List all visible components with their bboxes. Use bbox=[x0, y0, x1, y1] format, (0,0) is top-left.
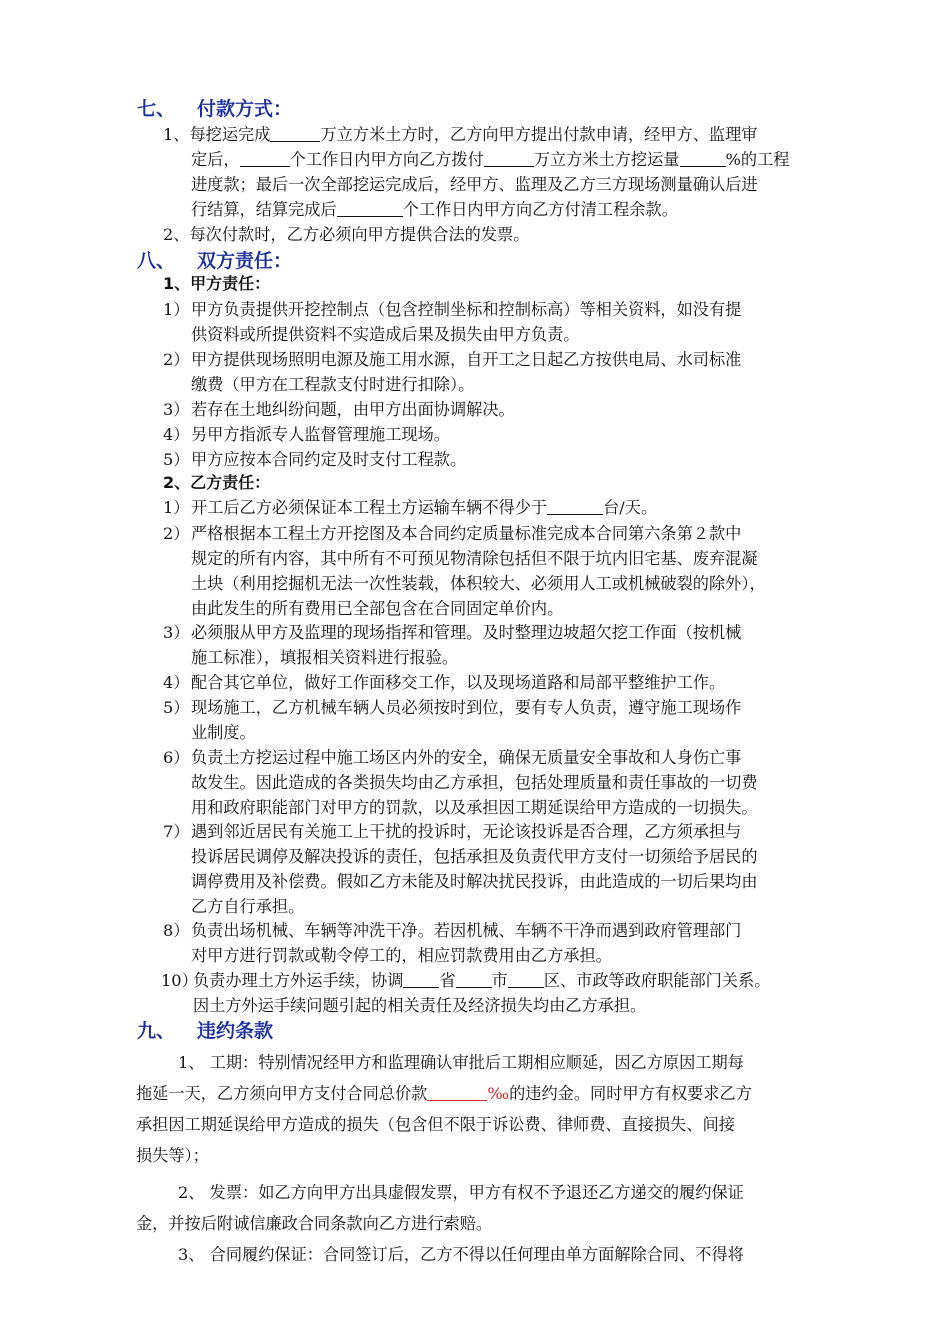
payment-item-1-line-2: 定后， 个工作日内甲方向乙方拨付 万立方米土方挖运量 %的工程 bbox=[191, 150, 790, 169]
blank-field[interactable] bbox=[508, 971, 544, 988]
blank-field[interactable] bbox=[680, 150, 726, 167]
blank-field[interactable] bbox=[484, 150, 534, 167]
section-7-number: 七、 bbox=[137, 98, 176, 120]
party-a-item-3: 3）若存在土地纠纷问题，由甲方出面协调解决。 bbox=[163, 400, 515, 419]
penalty-clause-3 bbox=[136, 1239, 860, 1270]
party-b-item-5 bbox=[163, 695, 873, 745]
item-line: 1）甲方负责提供开挖控制点（包含控制坐标和控制标高）等相关资料，如没有提 bbox=[163, 300, 742, 319]
blank-field[interactable] bbox=[547, 498, 603, 515]
party-a-item-1 bbox=[163, 297, 873, 347]
party-a-item-2 bbox=[163, 347, 873, 397]
para-line: 金，并按后附诚信廉政合同条款向乙方进行索赔。 bbox=[136, 1214, 493, 1233]
payment-item-1-line-4: 行结算，结算完成后 个工作日内甲方向乙方付清工程余款。 bbox=[191, 200, 678, 219]
item-line: 6）负责土方挖运过程中施工场区内外的安全，确保无质量安全事故和人身伤亡事 bbox=[163, 748, 742, 767]
item-line: 7）遇到邻近居民有关施工上干扰的投诉时，无论该投诉是否合理，乙方须承担与 bbox=[163, 822, 742, 841]
section-7-heading bbox=[137, 97, 292, 121]
item-line: 因土方外运手续问题引起的相关责任及经济损失均由乙方承担。 bbox=[193, 996, 647, 1015]
blank-field[interactable] bbox=[403, 971, 439, 988]
party-b-item-1: 1）开工后乙方必须保证本工程土方运输车辆不得少于 台/天。 bbox=[163, 498, 658, 517]
item-line: 用和政府职能部门对甲方的罚款，以及承担因工期延误给甲方造成的一切损失。 bbox=[191, 798, 758, 817]
item-line: 施工标准），填报相关资料进行报验。 bbox=[191, 648, 459, 667]
blank-field[interactable] bbox=[337, 200, 403, 217]
payment-item-2: 2、每次付款时，乙方必须向甲方提供合法的发票。 bbox=[163, 225, 530, 244]
item-line: 供资料或所提供资料不实造成后果及损失由甲方负责。 bbox=[191, 325, 580, 344]
item-line: 缴费（甲方在工程款支付时进行扣除）。 bbox=[191, 375, 475, 394]
item-line: 2）严格根据本工程土方开挖图及本合同约定质量标准完成本合同第六条第２款中 bbox=[163, 524, 742, 543]
para-line: 拖延一天，乙方须向甲方支付合同总价款 ‰的违约金。同时甲方有权要求乙方 bbox=[136, 1084, 752, 1103]
blank-field[interactable] bbox=[427, 1084, 487, 1101]
section-8-heading bbox=[137, 249, 292, 273]
party-a-subheading: 1、甲方责任： bbox=[163, 274, 271, 293]
item-line: 10）负责办理土方外运手续，协调 省 市 区、市政等政府职能部门关系。 bbox=[161, 971, 771, 990]
section-9-title: 违约条款 bbox=[197, 1020, 274, 1042]
party-a-item-4: 4）另甲方指派专人监督管理施工现场。 bbox=[163, 425, 450, 444]
item-line: 由此发生的所有费用已全部包含在合同固定单价内。 bbox=[191, 599, 564, 618]
payment-item-1 bbox=[163, 122, 873, 222]
blank-field[interactable] bbox=[240, 150, 290, 167]
party-b-item-2 bbox=[163, 521, 873, 621]
party-b-item-6 bbox=[163, 745, 873, 820]
party-b-item-4: 4）配合其它单位，做好工作面移交工作，以及现场道路和局部平整维护工作。 bbox=[163, 673, 726, 692]
item-line: 2）甲方提供现场照明电源及施工用水源，自开工之日起乙方按供电局、水司标准 bbox=[163, 350, 742, 369]
item-line: 规定的所有内容，其中所有不可预见物清除包括但不限于坑内旧宅基、废弃混凝 bbox=[191, 549, 758, 568]
item-line: 8）负责出场机械、车辆等冲洗干净。若因机械、车辆不干净而遇到政府管理部门 bbox=[163, 921, 742, 940]
para-line: 承担因工期延误给甲方造成的损失（包含但不限于诉讼费、律师费、直接损失、间接 bbox=[136, 1115, 735, 1134]
section-8-number: 八、 bbox=[137, 250, 176, 272]
item-line: 5）现场施工，乙方机械车辆人员必须按时到位，要有专人负责，遵守施工现场作 bbox=[163, 698, 742, 717]
party-a-item-5: 5）甲方应按本合同约定及时支付工程款。 bbox=[163, 450, 467, 469]
party-b-item-7 bbox=[163, 819, 873, 919]
section-7-title: 付款方式： bbox=[197, 98, 293, 120]
item-line: 3）必须服从甲方及监理的现场指挥和管理。及时整理边坡超欠挖工作面（按机械 bbox=[163, 623, 742, 642]
blank-field[interactable] bbox=[270, 125, 320, 142]
para-line: 损失等）； bbox=[136, 1146, 209, 1165]
para-line: 1、 工期：特别情况经甲方和监理确认审批后工期相应顺延，因乙方原因工期每 bbox=[178, 1053, 744, 1072]
para-line: 2、 发票：如乙方向甲方出具虚假发票，甲方有权不予退还乙方递交的履约保证 bbox=[178, 1183, 744, 1202]
party-b-item-10 bbox=[161, 968, 871, 1018]
item-line: 土块（利用挖掘机无法一次性装载，体积较大、必须用人工或机械破裂的除外）， bbox=[191, 574, 766, 593]
item-line: 乙方自行承担。 bbox=[191, 897, 305, 916]
item-line: 投诉居民调停及解决投诉的责任，包括承担及负责代甲方支付一切须给予居民的 bbox=[191, 847, 758, 866]
blank-field[interactable] bbox=[456, 971, 492, 988]
section-9-heading bbox=[137, 1019, 273, 1043]
party-b-item-3 bbox=[163, 620, 873, 670]
item-line: 对甲方进行罚款或勒令停工的，相应罚款费用由乙方承担。 bbox=[191, 946, 612, 965]
payment-item-1-line-3: 进度款；最后一次全部挖运完成后，经甲方、监理及乙方三方现场测量确认后进 bbox=[191, 175, 758, 194]
para-line: 3、 合同履约保证：合同签订后，乙方不得以任何理由单方面解除合同、不得将 bbox=[178, 1245, 744, 1264]
section-9-number: 九、 bbox=[137, 1020, 176, 1042]
party-b-subheading: 2、乙方责任： bbox=[163, 473, 271, 492]
item-line: 业制度。 bbox=[191, 723, 256, 742]
penalty-clause-1 bbox=[136, 1047, 860, 1171]
item-line: 调停费用及补偿费。假如乙方未能及时解决扰民投诉，由此造成的一切后果均由 bbox=[191, 872, 758, 891]
payment-item-1-line-1: 1、每挖运完成 万立方米土方时，乙方向甲方提出付款申请，经甲方、监理审 bbox=[163, 125, 758, 144]
party-b-item-8 bbox=[163, 918, 873, 968]
item-line: 故发生。因此造成的各类损失均由乙方承担，包括处理质量和责任事故的一切费 bbox=[191, 773, 758, 792]
section-8-title: 双方责任： bbox=[197, 250, 293, 272]
penalty-clause-2 bbox=[136, 1177, 860, 1239]
